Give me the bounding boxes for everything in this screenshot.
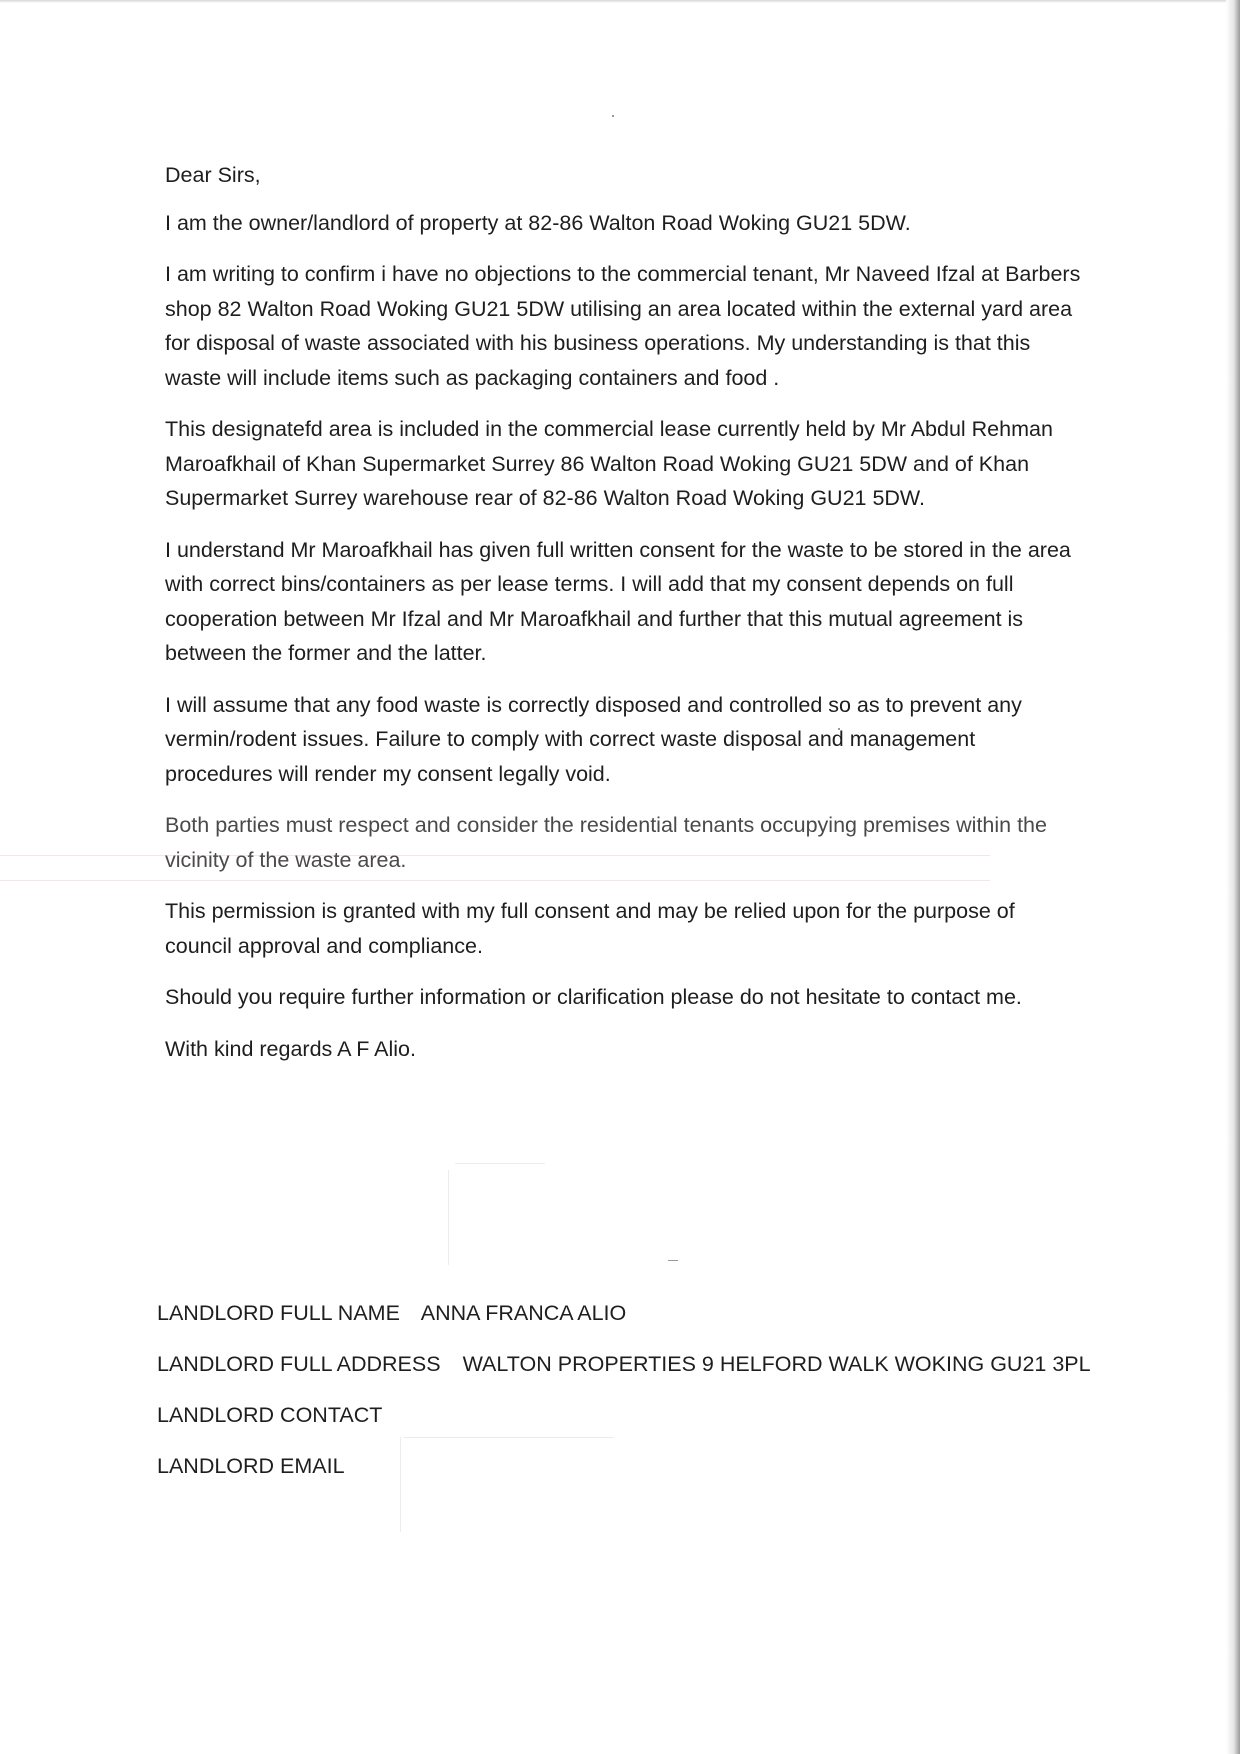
page-top-edge (0, 0, 1240, 3)
letter-paragraph: I am the owner/landlord of property at 82-86 Walton Road Woking GU21 5DW. (165, 210, 911, 235)
letter-paragraph: I am writing to confirm i have no objections to the commercial tenant, Mr Naveed Ifzal at Barbers shop 82 Walton Road Woking GU21 5DW utilising an area located within the external yard area for disposal of waste associated with his business operations. My understanding is that this waste will include items such as packaging containers and food . (165, 262, 1081, 390)
letter-paragraph: This designatefd area is included in the commercial lease currently held by Mr Abdul Rehman Maroafkhail of Khan Supermarket Surrey 86 Walton Road Woking GU21 5DW and of Khan Supermarket Surrey warehouse rear of 82-86 Walton Road Woking GU21 5DW. (165, 417, 1053, 510)
landlord-name-label: LANDLORD FULL NAME (157, 1301, 400, 1325)
landlord-contact-label: LANDLORD CONTACT (157, 1403, 383, 1427)
landlord-address-label: LANDLORD FULL ADDRESS (157, 1352, 441, 1376)
landlord-address-value: WALTON PROPERTIES 9 HELFORD WALK WOKING GU21 3PL (462, 1352, 1091, 1376)
letter-closing: With kind regards A F Alio. (165, 1036, 416, 1061)
landlord-name-row (157, 1297, 1097, 1330)
letter-paragraph: This permission is granted with my full consent and may be relied upon for the purpose of council approval and compliance. (165, 899, 1015, 958)
letter-paragraph: I will assume that any food waste is correctly disposed and controlled so as to prevent any vermin/rodent issues. Failure to comply with correct waste disposal and management procedures will render my consent legally void. (165, 692, 1022, 786)
letter-paragraph: I understand Mr Maroafkhail has given full written consent for the waste to be stored in the area with correct bins/containers as per lease terms. I will add that my consent depends on full cooperation between Mr Ifzal and Mr Maroafkhail and further that this mutual agreement is between the former and the latter. (165, 537, 1071, 665)
landlord-email-row (157, 1450, 1097, 1483)
letter-body (165, 158, 1085, 1083)
landlord-contact-row (157, 1399, 1097, 1432)
landlord-details (157, 1297, 1097, 1501)
scan-speck (668, 1260, 678, 1261)
letter-paragraph: Should you require further information or clarification please do not hesitate to contact me. (165, 985, 1022, 1009)
scan-artifact-line (455, 1163, 545, 1164)
scan-artifact-line (448, 1170, 449, 1265)
letter-greeting: Dear Sirs, (165, 163, 261, 187)
landlord-name-value: ANNA FRANCA ALIO (420, 1301, 627, 1325)
page-right-edge-shadow (1226, 0, 1240, 1754)
scan-speck (612, 115, 614, 117)
landlord-address-row (157, 1348, 1097, 1381)
letter-paragraph: Both parties must respect and consider the residential tenants occupying premises within the vicinity of the waste area. (165, 813, 1047, 872)
landlord-email-label: LANDLORD EMAIL (157, 1454, 345, 1478)
